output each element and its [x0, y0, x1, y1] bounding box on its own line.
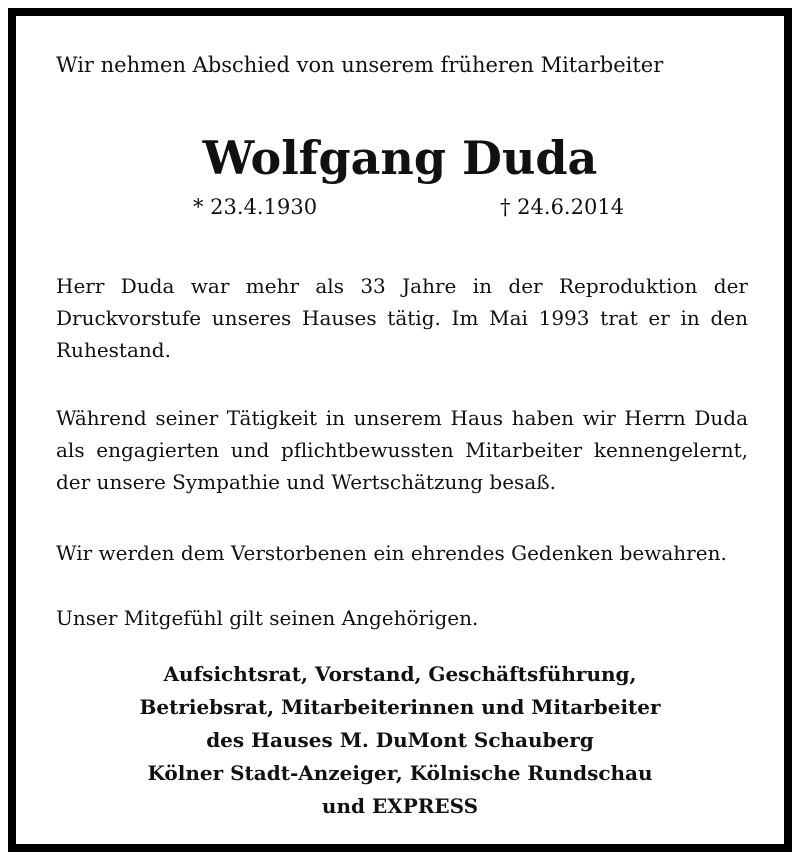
signature-line: Kölner Stadt-Anzeiger, Kölnische Rundschau — [147, 761, 653, 785]
birth-date: * 23.4.1930 — [193, 195, 318, 219]
obituary-notice — [8, 8, 792, 852]
paragraph-condolence: Unser Mitgefühl gilt seinen Angehörigen. — [56, 606, 479, 630]
intro-text: Wir nehmen Abschied von unserem früheren Mitarbeiter — [56, 53, 664, 77]
paragraph-tribute: Während seiner Tätigkeit in unserem Haus haben wir Herrn Duda als engagierten und pflichtbewussten Mitarbeiter kennengelernt, der unsere Sympathie und Wertschätzung besaß. — [56, 406, 748, 494]
signature-line: Betriebsrat, Mitarbeiterinnen und Mitarbeiter — [139, 695, 661, 719]
signature-line: Aufsichtsrat, Vorstand, Geschäftsführung, — [163, 662, 637, 686]
paragraph-career: Herr Duda war mehr als 33 Jahre in der Reproduktion der Druckvorstufe unseres Hauses tätig. Im Mai 1993 trat er in den Ruhestand. — [56, 274, 748, 362]
death-date: † 24.6.2014 — [500, 195, 625, 219]
signature-block — [16, 658, 784, 823]
deceased-name: Wolfgang Duda — [202, 131, 598, 185]
signature-line: und EXPRESS — [321, 794, 479, 818]
signature-line: des Hauses M. DuMont Schauberg — [206, 728, 594, 752]
paragraph-remembrance: Wir werden dem Verstorbenen ein ehrendes Gedenken bewahren. — [56, 541, 727, 565]
